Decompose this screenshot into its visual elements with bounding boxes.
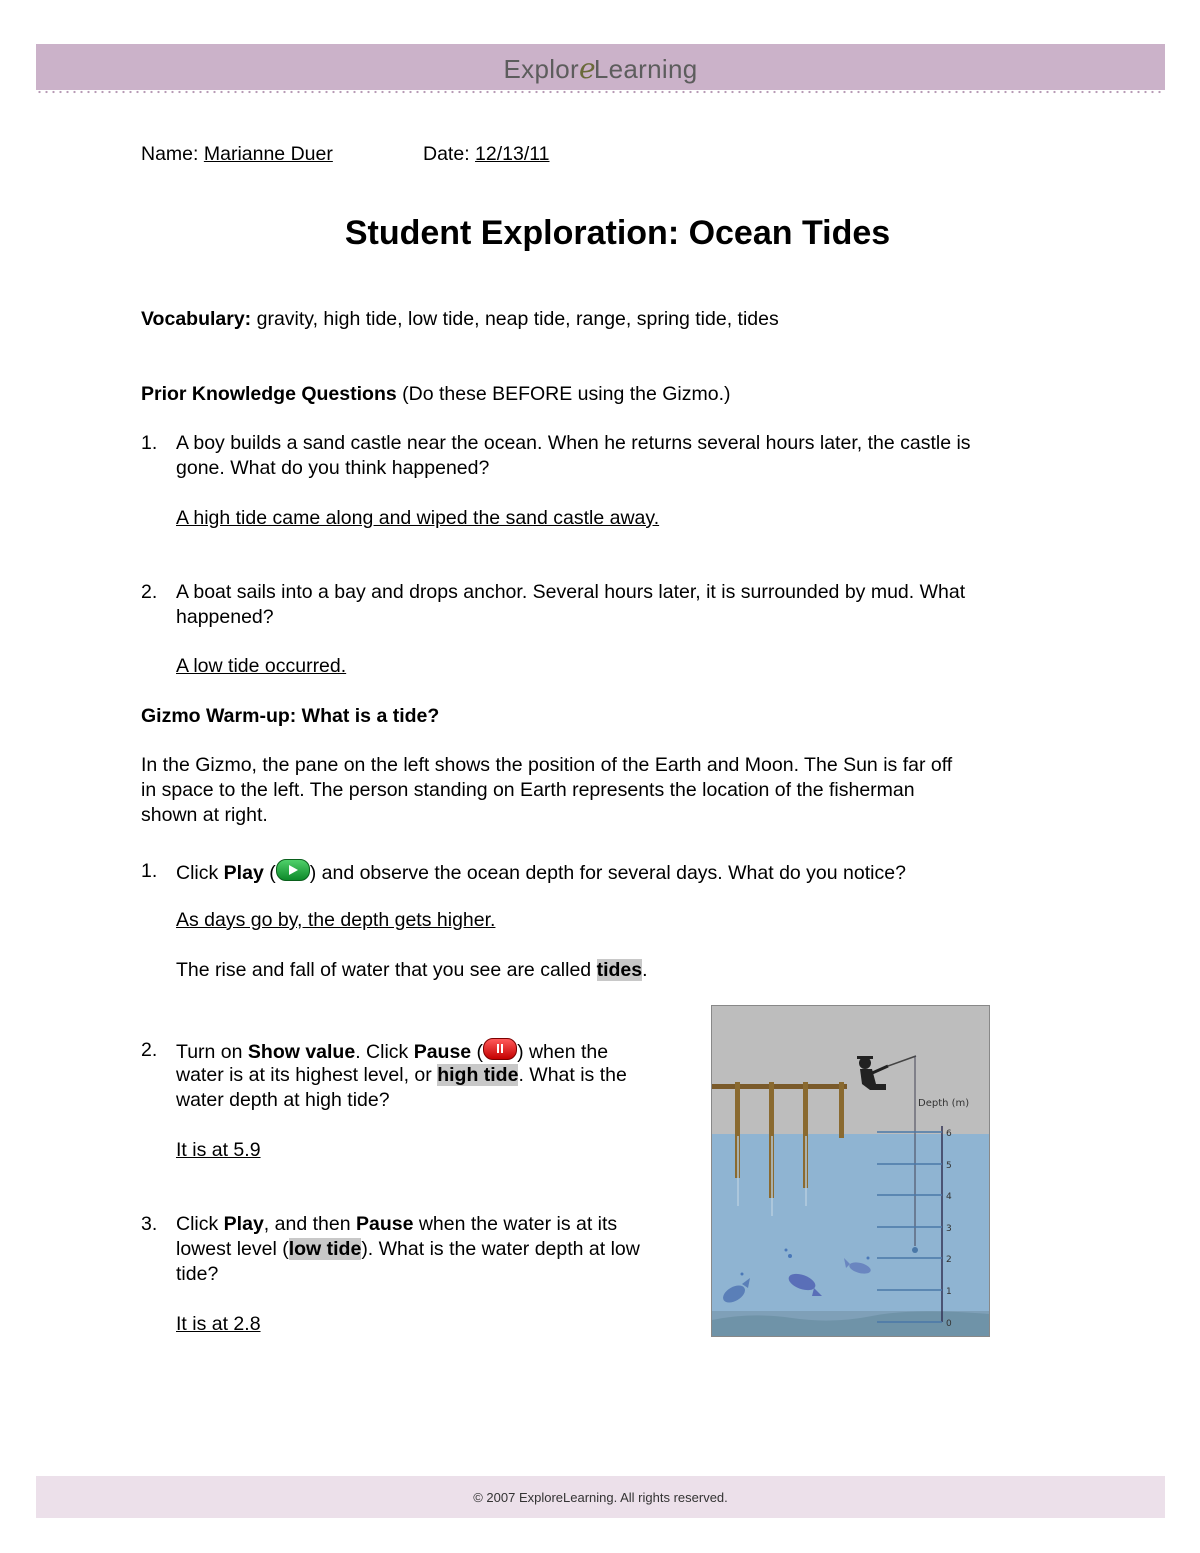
tide-gizmo-figure — [711, 1005, 990, 1337]
header-divider — [36, 90, 1165, 94]
depth-tick: 3 — [946, 1224, 952, 1234]
prior-q1-text: A boy builds a sand castle near the ocean. When he returns several hours later, the castle is — [176, 432, 971, 454]
prior-q1-answer: A high tide came along and wiped the sand castle away. — [176, 507, 660, 529]
warmup-intro: shown at right. — [141, 804, 268, 826]
depth-tick: 6 — [946, 1129, 952, 1139]
warmup-q3-text: tide? — [176, 1263, 219, 1285]
depth-tick: 5 — [946, 1161, 952, 1171]
warmup-q2-text: Turn on Show value. Click Pause ( ) when the — [176, 1038, 608, 1065]
copyright-text: © 2007 ExploreLearning. All rights reserved. — [473, 1490, 728, 1505]
date-field: Date: 12/13/11 — [423, 143, 550, 165]
play-button-icon — [276, 859, 310, 881]
depth-tick: 4 — [946, 1192, 952, 1202]
warmup-heading: Gizmo Warm-up: What is a tide? — [141, 705, 440, 727]
name-field: Name: Marianne Duer — [141, 143, 333, 165]
question-number: 2. — [141, 581, 158, 603]
warmup-q3-text: Click Play, and then Pause when the water is at its — [176, 1213, 618, 1235]
depth-label: Depth (m) — [918, 1098, 970, 1109]
warmup-q1-answer: As days go by, the depth gets higher. — [176, 909, 496, 931]
warmup-q1-text: Click Play ( ) and observe the ocean depth for several days. What do you notice? — [176, 859, 906, 886]
warmup-intro: in space to the left. The person standing on Earth represents the location of the fisherman — [141, 779, 915, 801]
warmup-q3-answer: It is at 2.8 — [176, 1313, 261, 1335]
explorelearning-logo: ExploreLearning — [503, 52, 698, 85]
page-title: Student Exploration: Ocean Tides — [344, 214, 891, 252]
prior-knowledge-heading: Prior Knowledge Questions (Do these BEFORE using the Gizmo.) — [141, 383, 731, 405]
depth-tick: 0 — [946, 1319, 952, 1329]
depth-tick: 1 — [946, 1287, 952, 1297]
depth-tick: 2 — [946, 1255, 952, 1265]
question-number: 2. — [141, 1039, 158, 1061]
warmup-q2-answer: It is at 5.9 — [176, 1139, 261, 1161]
warmup-q2-text: water is at its highest level, or high tide. What is the — [176, 1064, 627, 1086]
question-number: 3. — [141, 1213, 158, 1235]
prior-q1-text: gone. What do you think happened? — [176, 457, 490, 479]
warmup-q2-text: water depth at high tide? — [176, 1089, 390, 1111]
warmup-q3-text: lowest level (low tide). What is the water depth at low — [176, 1238, 640, 1260]
prior-q2-text: A boat sails into a bay and drops anchor. Several hours later, it is surrounded by mud. What — [176, 581, 966, 603]
warmup-intro: In the Gizmo, the pane on the left shows the position of the Earth and Moon. The Sun is far off — [141, 754, 953, 776]
pause-button-icon — [483, 1038, 517, 1060]
prior-q2-text: happened? — [176, 606, 274, 628]
vocabulary: Vocabulary: gravity, high tide, low tide, neap tide, range, spring tide, tides — [141, 308, 779, 330]
question-number: 1. — [141, 432, 158, 454]
header-banner — [36, 44, 1165, 90]
prior-q2-answer: A low tide occurred. — [176, 655, 347, 677]
warmup-q1-rise: The rise and fall of water that you see are called tides. — [176, 959, 648, 981]
footer-banner — [36, 1476, 1165, 1518]
question-number: 1. — [141, 860, 158, 882]
